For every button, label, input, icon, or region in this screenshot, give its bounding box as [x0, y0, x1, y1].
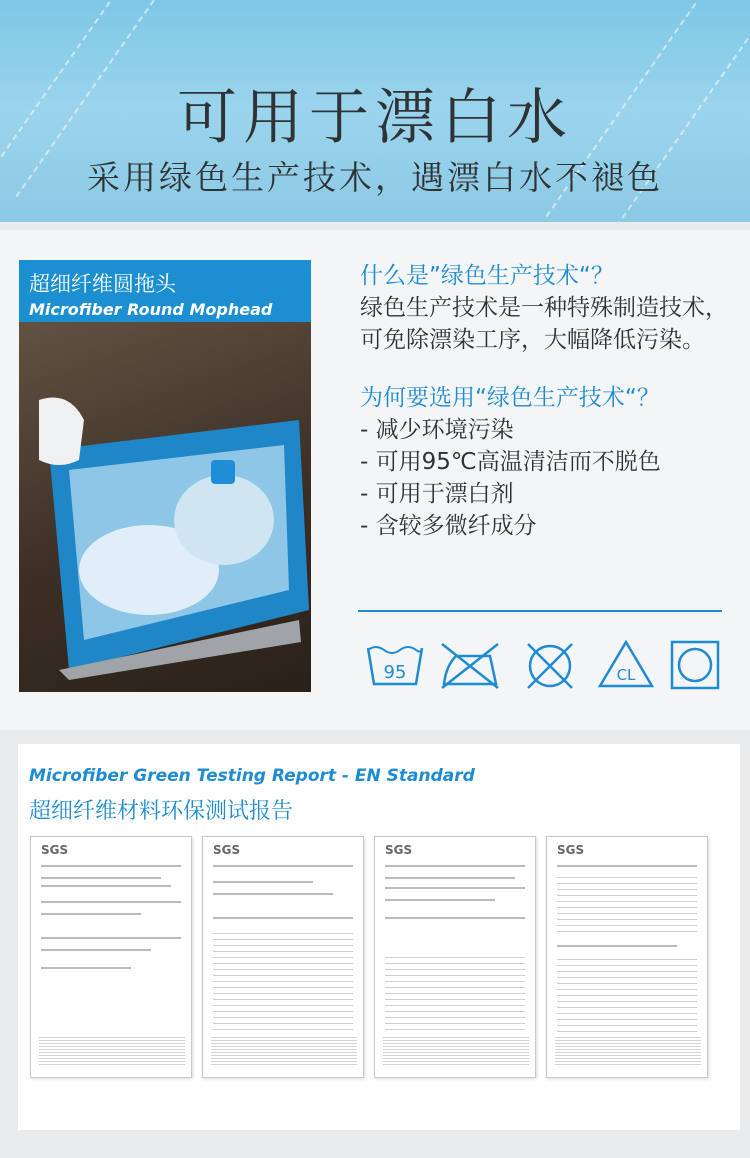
- sgs-logo: SGS: [41, 843, 69, 857]
- no-tumble-dry-icon: [528, 644, 572, 688]
- product-label-cn: 超细纤维圆拖头: [29, 272, 176, 296]
- report-title-en: Microfiber Green Testing Report - EN Standard: [29, 766, 475, 786]
- page-subtitle: 采用绿色生产技术，遇漂白水不褪色: [87, 158, 663, 197]
- why-point: - 减少环境污染: [360, 417, 514, 443]
- product-label-en: Microfiber Round Mophead: [29, 300, 273, 319]
- wash-95-icon: [368, 647, 422, 684]
- sgs-logo: SGS: [557, 843, 585, 857]
- tumble-dry-icon: [672, 642, 718, 688]
- chlorine-bleach-icon: [600, 642, 652, 686]
- wash-temp-text: 95: [383, 662, 407, 683]
- page-title: 可用于漂白水: [177, 83, 573, 153]
- report-document[interactable]: [30, 836, 192, 1078]
- sgs-logo: SGS: [213, 843, 241, 857]
- report-document[interactable]: [546, 836, 708, 1078]
- report-title-cn: 超细纤维材料环保测试报告: [29, 799, 294, 824]
- sgs-logo: SGS: [385, 843, 413, 857]
- section-divider: [358, 610, 722, 612]
- feature-section: [0, 230, 750, 730]
- report-document[interactable]: [374, 836, 536, 1078]
- product-photo: [19, 260, 311, 692]
- green-tech-question: 什么是”绿色生产技术“？: [360, 263, 614, 289]
- chlorine-label: CL: [616, 666, 636, 684]
- bucket-illustration: [39, 380, 309, 680]
- report-document[interactable]: [202, 836, 364, 1078]
- green-tech-info: [360, 260, 730, 542]
- care-icons: [364, 640, 724, 690]
- why-point: - 含较多微纤成分: [360, 513, 537, 539]
- header-banner: [0, 0, 750, 222]
- why-point: - 可用95℃高温清洁而不脱色: [360, 449, 661, 475]
- why-point: - 可用于漂白剂: [360, 481, 514, 507]
- product-label: [19, 260, 311, 322]
- no-ironing-icon: [442, 644, 498, 688]
- testing-report-section: [18, 744, 740, 1130]
- why-question: 为何要选用“绿色生产技术“？: [360, 385, 660, 411]
- green-tech-answer: 绿色生产技术是一种特殊制造技术，可免除漂染工序，大幅降低污染。: [360, 295, 728, 353]
